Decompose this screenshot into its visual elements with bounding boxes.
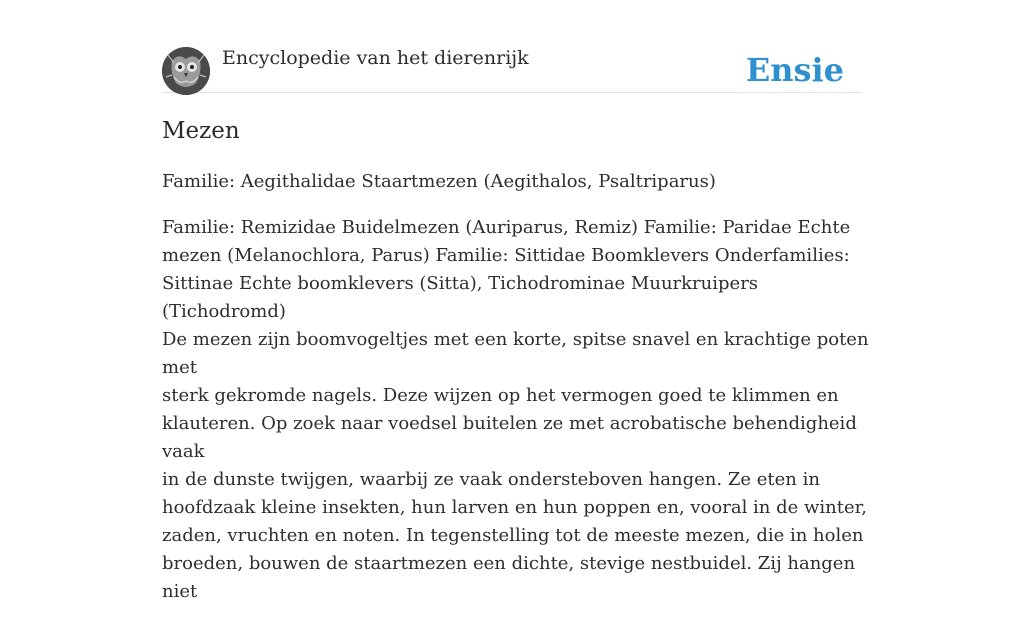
brand-logo[interactable]: Ensie xyxy=(745,51,844,89)
owl-illustration-icon xyxy=(162,47,210,95)
site-header xyxy=(162,46,862,93)
page-title: Mezen xyxy=(162,118,240,144)
article-body xyxy=(162,168,874,624)
paragraph-families-2: Familie: Remizidae Buidelmezen (Auriparus, Remiz) Familie: Paridae Echte mezen (Melanochlora, Parus) Familie: Sittidae Boomklevers Onderfamilies: Sittinae Echte boomklevers (Sitta), Tichodrominae Muurkruipers (Tichodromd) xyxy=(162,217,851,322)
paragraph-families-1: Familie: Aegithalidae Staartmezen (Aegithalos, Psaltriparus) xyxy=(162,171,716,192)
source-title[interactable]: Encyclopedie van het dierenrijk xyxy=(222,47,529,69)
paragraph-description: De mezen zijn boomvogeltjes met een korte, spitse snavel en krachtige poten met sterk gekromde nagels. Deze wijzen op het vermogen goed te klimmen en klauteren. Op zoek naar voedsel buitelen ze met acrobatische behendigheid vaak in de dunste twijgen, waarbij ze vaak ondersteboven hangen. Ze eten in hoofdzaak kleine insekten, hun larven en hun poppen en, vooral in de winter, zaden, vruchten en noten. In tegenstelling tot de meeste mezen, die in holen broeden, bouwen de staartmezen een dichte, stevige nestbuidel. Zij hangen niet xyxy=(162,329,869,602)
